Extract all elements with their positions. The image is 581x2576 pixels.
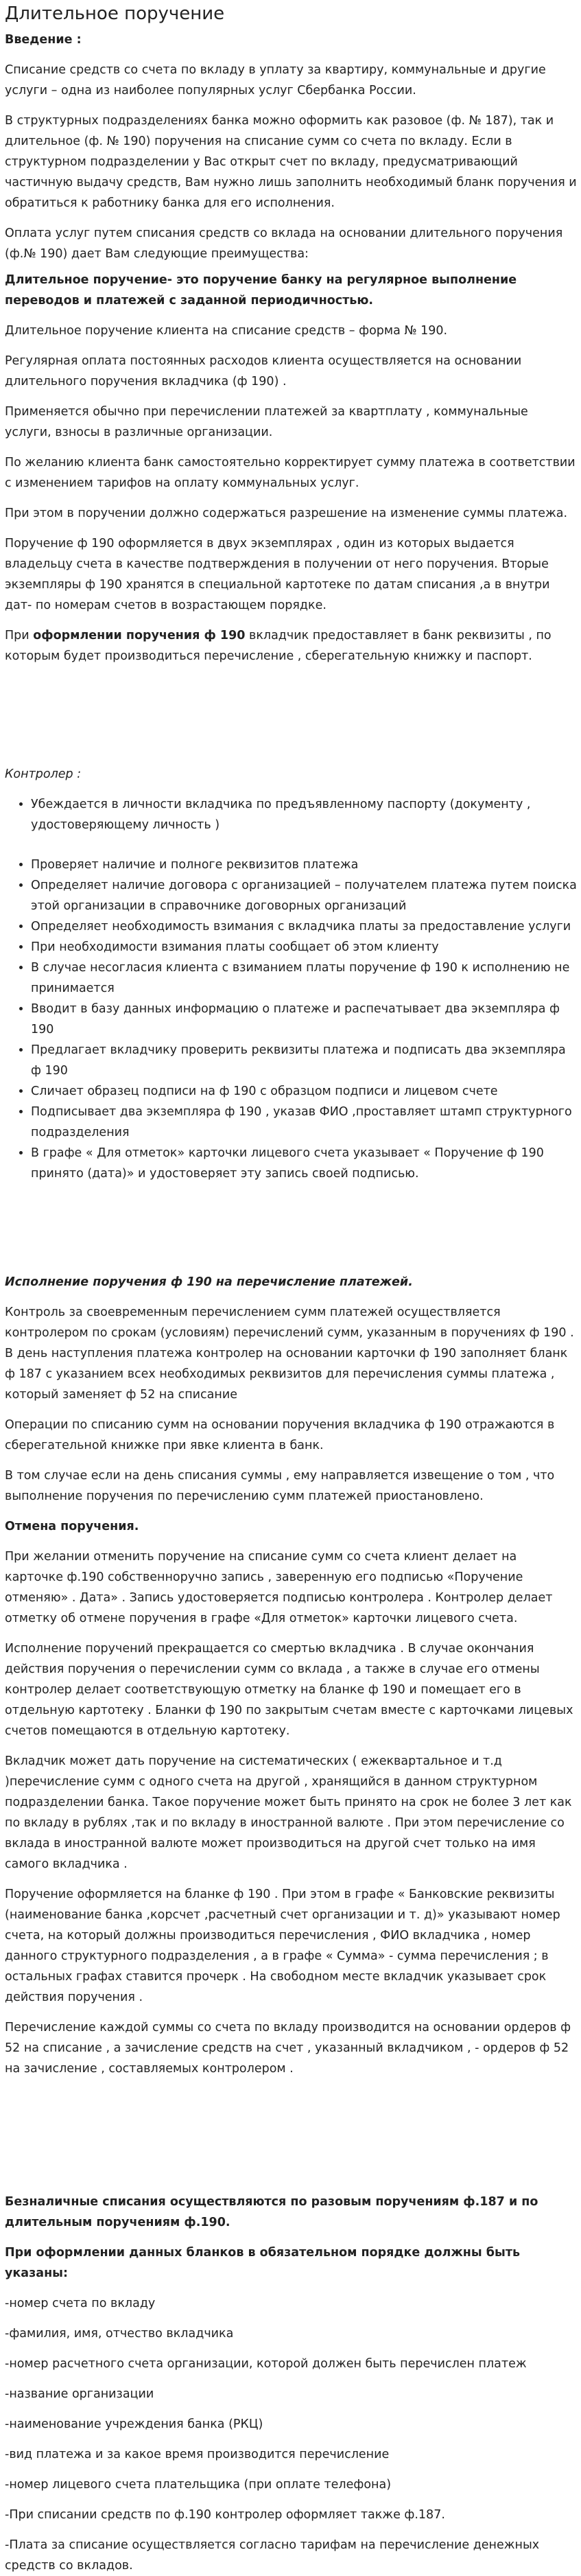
definition-bold: Длительное поручение- это поручение банку на регулярное выполнение переводов и платежей с заданной периодичностью. <box>5 273 517 308</box>
body-paragraph: Длительное поручение клиента на списание средств – форма № 190. <box>5 324 448 338</box>
cashless-heading: Безналичные списания осуществляются по разовым поручениям ф.187 и по длительным поручениям ф.190. <box>5 2195 538 2229</box>
body-paragraph: При желании отменить поручение на списание сумм со счета клиент делает на карточке ф.190 собственноручно запись , заверенную его подписью «Поручение отменяю» . Дата» . Запись удостоверяется подписью контролера . Контролер делает отметку об отмене поручения в графе «Для отметок» карточки лицевого счета. <box>5 1550 553 1625</box>
body-paragraph: Поручение ф 190 оформляется в двух экземплярах , один из которых выдается владельцу счета в качестве подтверждения в получении от него поручения. Вторые экземпляры ф 190 хранятся в специальной картотеке по датам списания ,а в внутри дат- по номерам счетов в возрастающем порядке. <box>5 537 550 612</box>
form-prefix: При <box>5 629 34 642</box>
body-paragraph: Регулярная оплата постоянных расходов клиента осуществляется на основании длительного поручения вкладчика (ф 190) . <box>5 354 522 388</box>
list-item: -вид платежа и за какое время производится перечисление <box>5 2448 390 2461</box>
form-bold: оформлении поручения ф 190 <box>33 629 246 642</box>
body-paragraph: Поручение оформляется на бланке ф 190 . При этом в графе « Банковские реквизиты (наименование банка ,корсчет ,расчетный счет организации и т. д)» указывают номер счета, на который должны производиться перечисления , ФИО вкладчика , номер данного структурного подразделения , а в графе « Сумма» - сумма перечисления ; в остальных графах ставится прочерк . На свободном месте вкладчик указывает срок действия поручения . <box>5 1888 560 2004</box>
body-paragraph: Контроль за своевременным перечислением сумм платежей осуществляется контролером по срокам (условиям) перечислений сумм, указанным в поручениях ф 190 . В день наступления платежа контролер на основании карточки ф 190 заполняет бланк ф 187 с указанием всех необходимых реквизитов для перечисления суммы платежа , который заменяет ф 52 на списание <box>5 1306 574 1402</box>
body-paragraph: Перечисление каждой суммы со счета по вкладу производится на основании ордеров ф 52 на списание , а зачисление средств на счет , указанный вкладчиком , - ордеров ф 52 на зачисление , составляемых контролером . <box>5 2021 571 2076</box>
intro-paragraph: Оплата услуг путем списания средств со вклада на основании длительного поручения (ф.№ 190) дает Вам следующие преимущества: <box>5 227 563 261</box>
list-item: -номер расчетного счета организации, которой должен быть перечислен платеж <box>5 2357 527 2371</box>
intro-paragraph: В структурных подразделениях банка можно оформить как разовое (ф. № 187), так и длительное (ф. № 190) поручения на списание сумм со счета по вкладу. Если в структурном подразделении у Вас открыт счет по вкладу, предусматривающий частичную выдачу средств, Вам нужно лишь заполнить необходимый бланк поручения и обратиться к работнику банка для его исполнения. <box>5 114 577 210</box>
controller-list-first <box>5 794 577 835</box>
list-item: • Убеждается в личности вкладчика по предъявленному паспорту (документу , удостоверяющему личность ) <box>31 794 577 835</box>
list-item: • Подписывает два экземпляра ф 190 , указав ФИО ,проставляет штамп структурного подразделения <box>31 1102 577 1143</box>
list-item: -номер лицевого счета плательщика (при оплате телефона) <box>5 2478 392 2492</box>
list-item: • Вводит в базу данных информацию о платеже и распечатывает два экземпляра ф 190 <box>31 999 577 1040</box>
list-item: • Определяет необходимость взимания с вкладчика платы за предоставление услуги <box>31 916 577 937</box>
controller-list <box>5 855 577 1184</box>
page-title: Длительное поручение <box>5 3 225 24</box>
body-paragraph: Применяется обычно при перечислении платежей за квартплату , коммунальные услуги, взносы в различные организации. <box>5 405 528 439</box>
list-item: • При необходимости взимания платы сообщает об этом клиенту <box>31 937 577 958</box>
intro-heading: Введение : <box>5 33 82 47</box>
cancel-heading: Отмена поручения. <box>5 1520 139 1533</box>
list-item: -фамилия, имя, отчество вкладчика <box>5 2327 234 2341</box>
list-item: • Сличает образец подписи на ф 190 с образцом подписи и лицевом счете <box>31 1081 577 1102</box>
list-item: -название организации <box>5 2387 154 2401</box>
body-paragraph: При этом в поручении должно содержаться разрешение на изменение суммы платежа. <box>5 507 568 520</box>
body-paragraph: В том случае если на день списания суммы , ему направляется извещение о том , что выполнение поручения по перечислению сумм платежей приостановлено. <box>5 1469 555 1503</box>
intro-paragraph: Списание средств со счета по вкладу в уплату за квартиру, коммунальные и другие услуги – одна из наиболее популярных услуг Сбербанка России. <box>5 63 546 97</box>
list-item: -Плата за списание осуществляется согласно тарифам на перечисление денежных средств со вкладов. <box>5 2538 540 2573</box>
body-paragraph: По желанию клиента банк самостоятельно корректирует сумму платежа в соответствии с изменением тарифов на оплату коммунальных услуг. <box>5 456 576 490</box>
body-paragraph: Операции по списанию сумм на основании поручения вкладчика ф 190 отражаются в сберегательной книжке при явке клиента в банк. <box>5 1418 555 1452</box>
list-item: -наименование учреждения банка (РКЦ) <box>5 2417 263 2431</box>
list-item: • Определяет наличие договора с организацией – получателем платежа путем поиска этой организации в справочнике договорных организаций <box>31 875 577 916</box>
body-paragraph: Исполнение поручений прекращается со смертью вкладчика . В случае окончания действия поручения о перечислении сумм со вклада , а также в случае его отмены контролер делает соответствующую отметку на бланке ф 190 и помещает его в отдельную картотеку . Бланки ф 190 по закрытым счетам вместе с карточками лицевых счетов помещаются в отдельную картотеку. <box>5 1642 573 1738</box>
list-item: -номер счета по вкладу <box>5 2297 156 2310</box>
body-paragraph: Вкладчик может дать поручение на систематических ( ежеквартальное и т.д )перечисление сумм с одного счета на другой , хранящийся в данном структурном подразделении банка. Такое поручение может быть принято на срок не более 3 лет как по вкладу в рублях ,так и по вкладу в иностранной валюте . При этом перечисление со вклада в иностранной валюте может производиться на другой счет только на имя самого вкладчика . <box>5 1754 572 1871</box>
execution-heading: Исполнение поручения ф 190 на перечисление платежей. <box>5 1275 413 1289</box>
list-item: • В графе « Для отметок» карточки лицевого счета указывает « Поручение ф 190 принято (дата)» и удостоверяет эту запись своей подписью. <box>31 1143 577 1184</box>
list-item: • Предлагает вкладчику проверить реквизиты платежа и подписать два экземпляра ф 190 <box>31 1040 577 1081</box>
list-item: • Проверяет наличие и полноге реквизитов платежа <box>31 855 577 875</box>
list-item: • В случае несогласия клиента с взиманием платы поручение ф 190 к исполнению не принимается <box>31 958 577 999</box>
form-paragraph <box>5 625 577 666</box>
controller-label: Контролер : <box>5 767 82 781</box>
list-item: -При списании средств по ф.190 контролер оформляет также ф.187. <box>5 2508 445 2522</box>
required-heading: При оформлении данных бланков в обязательном порядке должны быть указаны: <box>5 2246 521 2280</box>
form-suffix: вкладчик предоставляет в банк реквизиты , по которым будет производиться перечисление , сберегательную книжку и паспорт. <box>5 629 552 663</box>
